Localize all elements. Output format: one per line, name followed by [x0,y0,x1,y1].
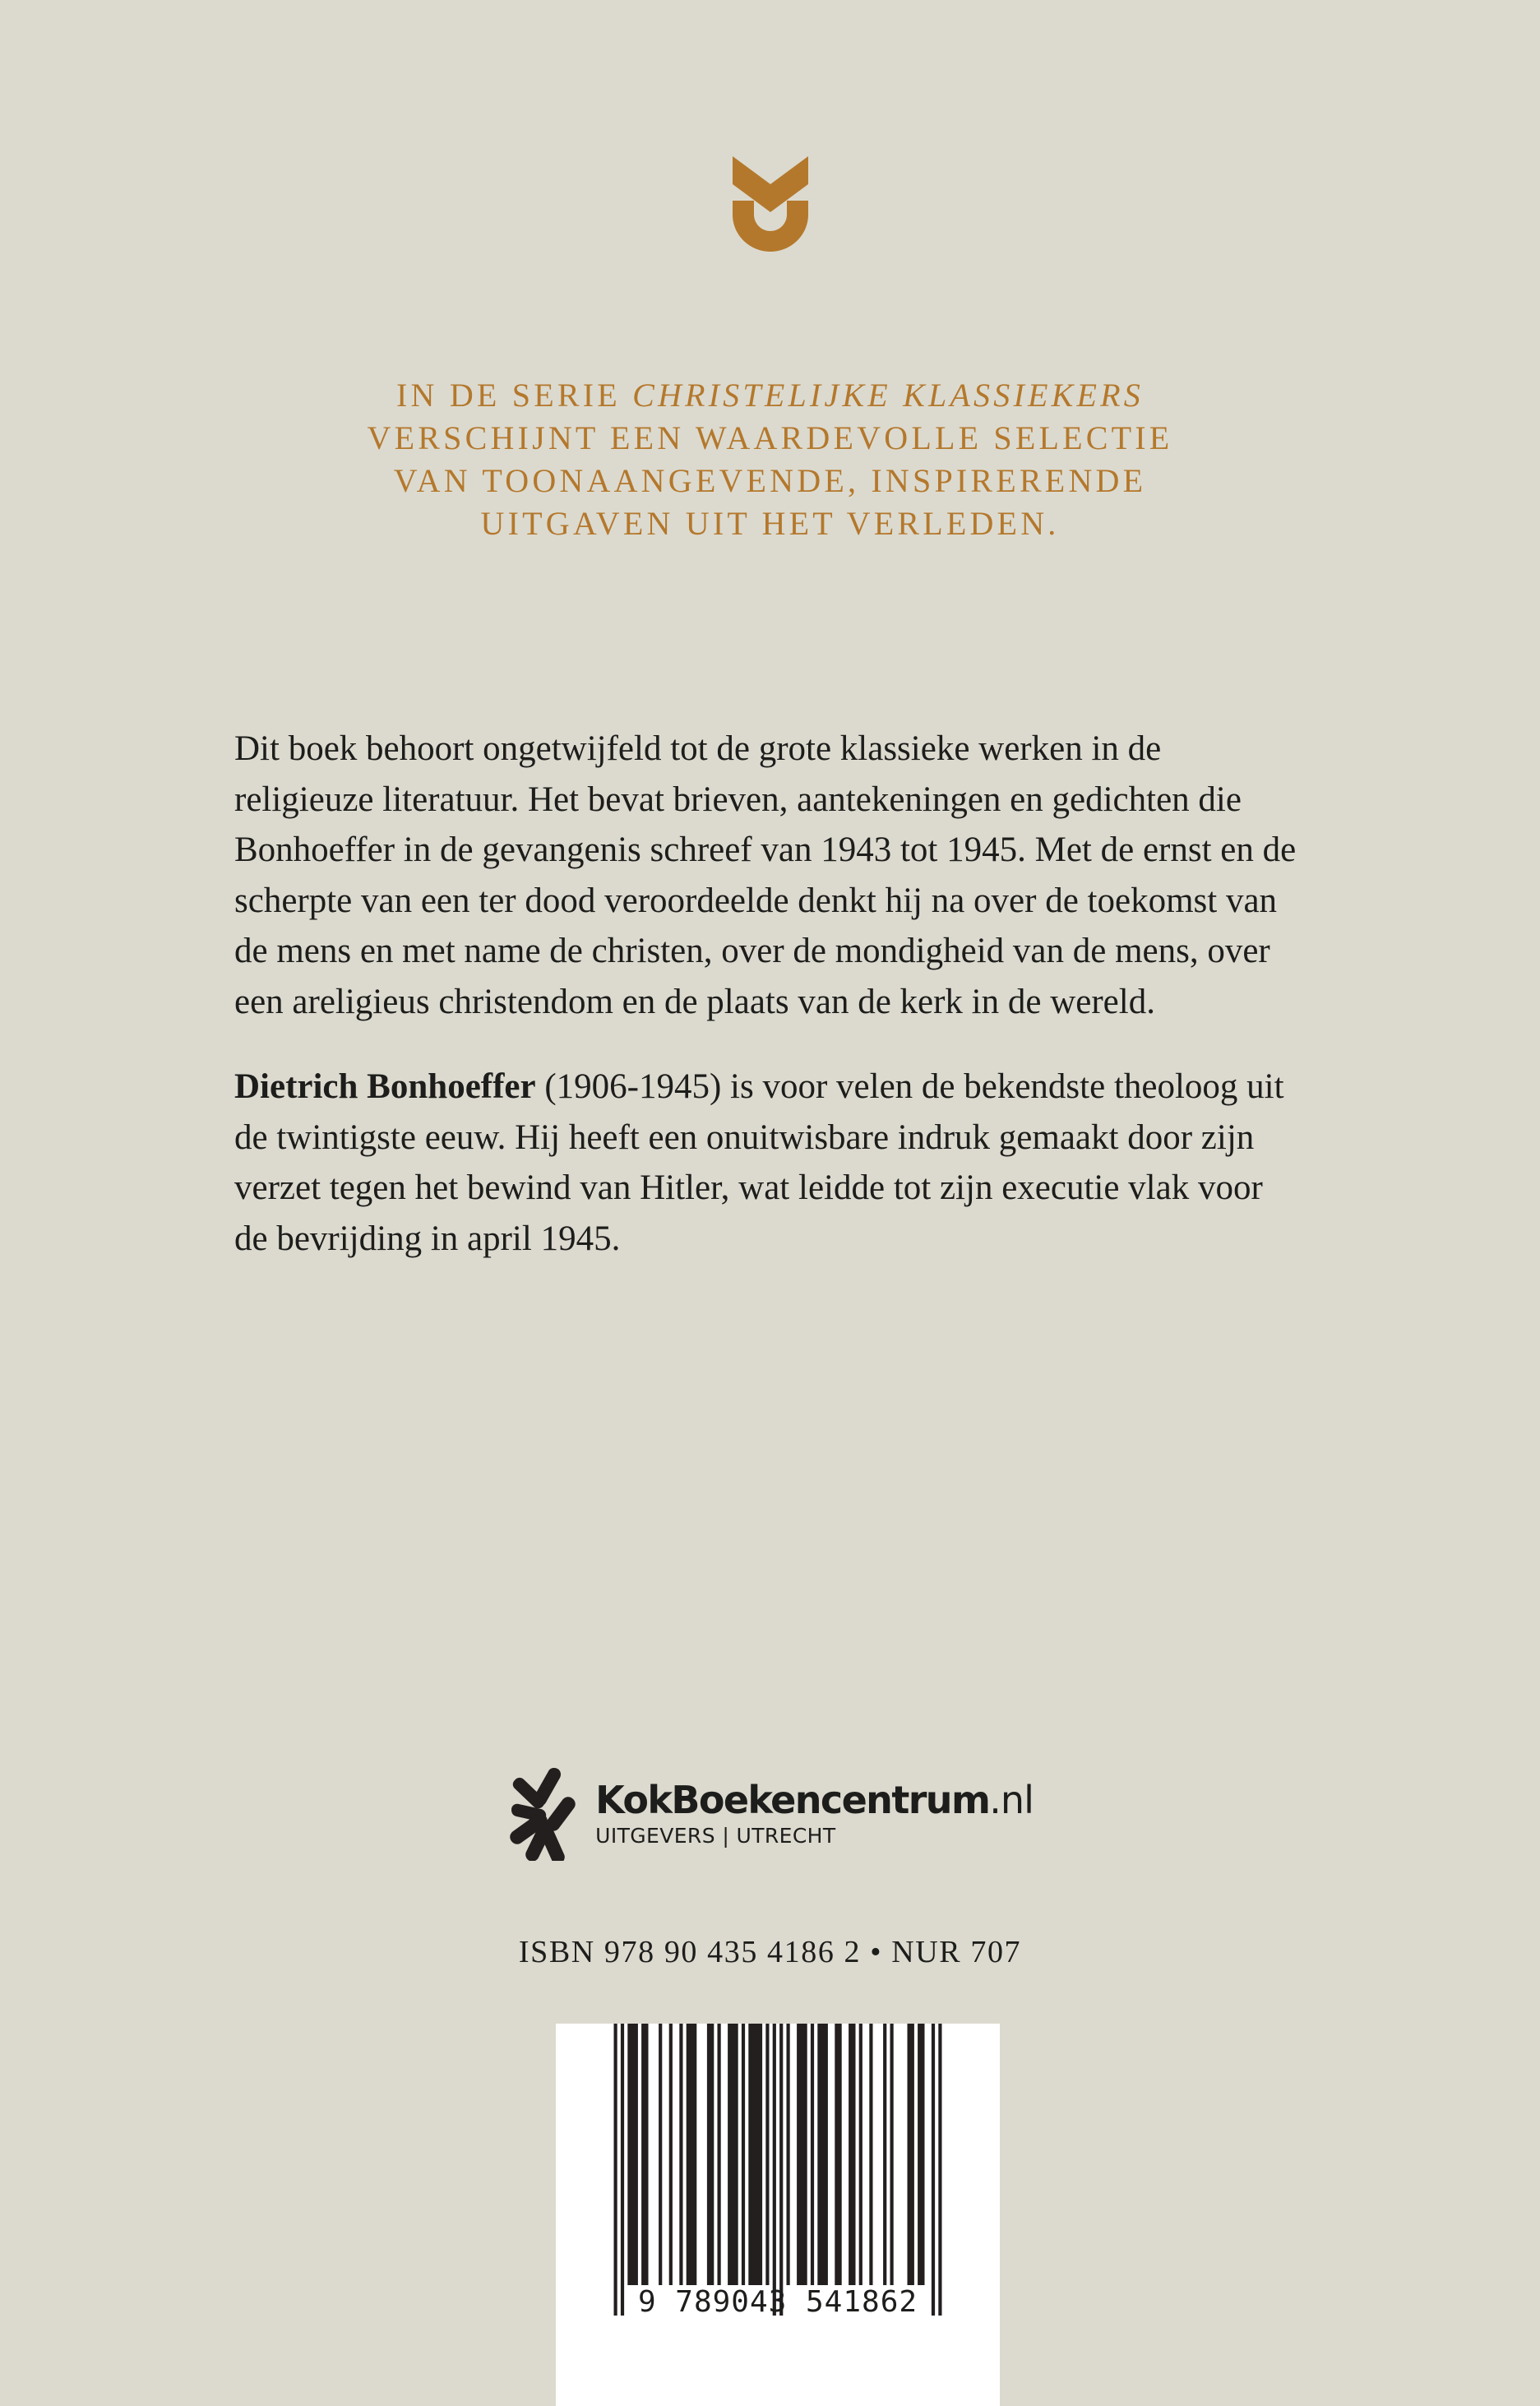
isbn-nur-line: ISBN 978 90 435 4186 2 • NUR 707 [518,1935,1022,1969]
publisher-logo-inner [506,1762,1034,1861]
publisher-name [595,1779,1034,1821]
series-tagline [164,374,1376,545]
author-name: Dietrich Bonhoeffer [234,1067,536,1106]
series-tagline-series-title: CHRISTELIJKE KLASSIEKERS [632,377,1144,414]
open-book-chevron-ornament [726,153,815,252]
series-tagline-line-1-prefix: IN DE SERIE [396,377,633,414]
publisher-wordmark [595,1774,1034,1849]
series-tagline-line-1 [164,374,1376,417]
blurb-text [234,724,1299,1264]
series-tagline-line-3: VAN TOONAANGEVENDE, INSPIRERENDE [393,462,1147,499]
blurb-paragraph-1: Dit boek behoort ongetwijfeld tot de grote klassieke werken in de religieuze literatuur. Het bevat brieven, aantekeningen en gedichten die Bonhoeffer in de gevangenis schreef van 1943 tot 1945. Met de ernst en de scherpte van een ter dood veroordeelde denkt hij na over de toekomst van de mens en met name de christen, over de mondigheid van de mens, over een areligieus christendom en de plaats van de kerk in de wereld. [234,729,1297,1021]
publisher-name-tld: .nl [989,1778,1034,1822]
author-bio-text: (1906-1945) is voor velen de bekendste theoloog uit de twintigste eeuw. Hij heeft een onuitwisbare indruk gemaakt door zijn verzet tegen het bewind van Hitler, wat leidde tot zijn executie vlak voor de bevrijding in april 1945. [234,1067,1284,1258]
series-tagline-line-4: UITGAVEN UIT HET VERLEDEN. [480,505,1060,542]
blurb-paragraph-2 [234,1062,1299,1264]
series-ornament-container [0,153,1540,252]
ean13-barcode [556,2024,1000,2316]
barcode-panel [556,2024,1000,2406]
publisher-logo [0,1762,1540,1861]
barcode-digits: 9 789043 541862 [637,2285,918,2319]
kok-boekencentrum-asterisk-figure-icon [506,1762,577,1861]
series-tagline-line-2: VERSCHIJNT EEN WAARDEVOLLE SELECTIE [367,419,1173,456]
publisher-subtitle: UITGEVERS | UTRECHT [595,1824,836,1848]
publisher-name-main: KokBoekencentrum [595,1778,990,1822]
